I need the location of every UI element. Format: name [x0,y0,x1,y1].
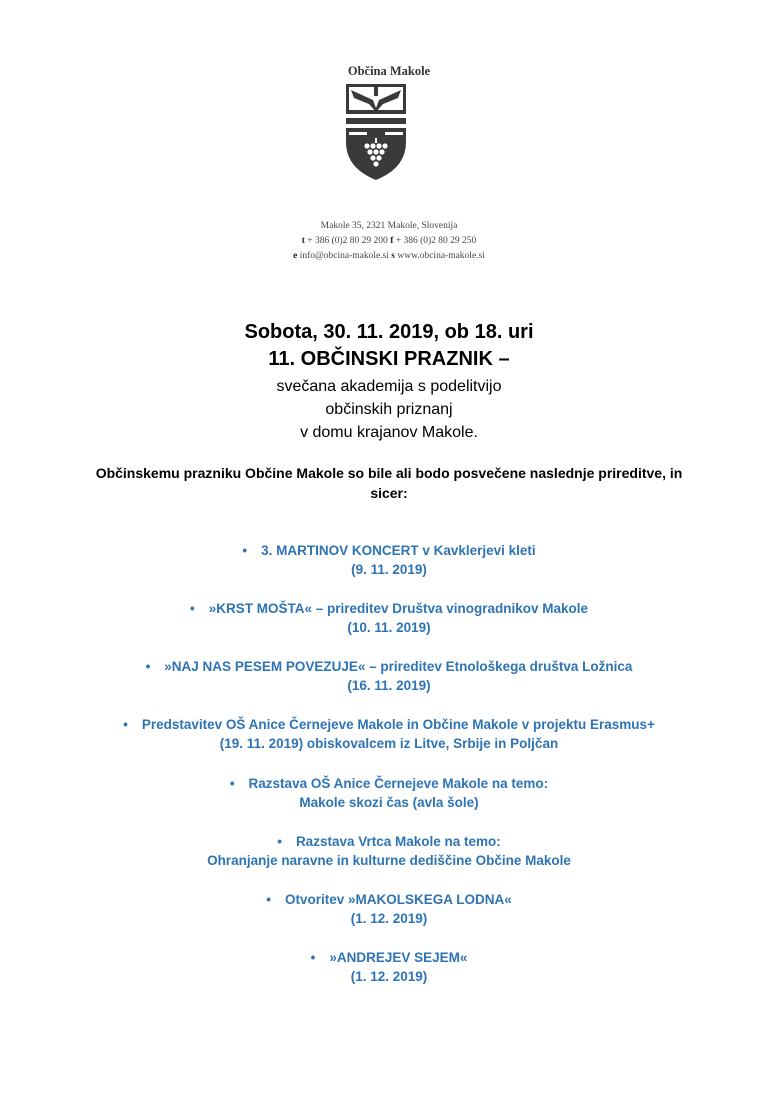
coat-of-arms-icon [343,80,409,181]
event-date: (16. 11. 2019) [347,678,431,693]
bullet-icon: • [310,950,316,965]
event-name: 3. MARTINOV KONCERT v Kavklerjevi kleti [261,543,536,558]
intro-paragraph: Občinskemu prazniku Občine Makole so bile ali bodo posvečene naslednje prireditve, in sicer: [95,465,683,501]
bullet-icon: • [229,776,235,791]
event-name: Razstava OŠ Anice Černejeve Makole na temo: [248,776,549,791]
bullet-icon: • [189,601,195,616]
event-name: Otvoritev »MAKOLSKEGA LODNA« [284,892,512,907]
list-item [0,715,778,753]
event-name: Predstavitev OŠ Anice Černejeve Makole in Občine Makole v projektu Erasmus+ [141,717,655,732]
phone-fax-line [0,236,778,246]
event-name: »NAJ NAS PESEM POVEZUJE« – prireditev Etnološkega društva Ložnica [164,659,633,674]
subtitle-line: v domu krajanov Makole. [300,424,478,441]
list-item [0,948,778,986]
email-link[interactable]: info@obcina-makole.si [299,251,389,261]
event-name: »KRST MOŠTA« – prireditev Društva vinogradnikov Makole [208,601,589,616]
web-label: s [391,251,395,261]
event-name: Razstava Vrtca Makole na temo: [295,834,501,849]
fax-number: + 386 (0)2 80 29 250 [395,236,477,246]
event-detail: Makole skozi čas (avla šole) [299,795,479,810]
email-label: e [293,251,298,261]
event-date: (19. 11. 2019) obiskovalcem iz Litve, Srbije in Poljčan [219,736,559,751]
event-name: »ANDREJEV SEJEM« [329,950,468,965]
list-item [0,832,778,870]
subtitle-line: občinskih priznanj [325,401,453,418]
list-item [0,599,778,637]
bullet-icon: • [123,717,128,732]
event-date: (10. 11. 2019) [347,620,431,635]
event-title-heading: 11. OBČINSKI PRAZNIK – [268,348,510,370]
list-item [0,774,778,812]
phone-label: t [301,236,305,246]
bullet-icon: • [145,659,151,674]
event-date: (1. 12. 2019) [350,969,428,984]
event-detail: Ohranjanje naravne in kulturne dediščine Občine Makole [207,853,571,868]
phone-number: + 386 (0)2 80 29 200 [307,236,388,246]
list-item [0,541,778,579]
list-item [0,657,778,695]
subtitle-line: svečana akademija s podelitvijo [276,378,502,395]
bullet-icon: • [242,543,248,558]
list-item [0,890,778,928]
event-date: (9. 11. 2019) [351,562,427,577]
bullet-icon: • [277,834,282,849]
event-date: (1. 12. 2019) [350,911,428,926]
address-line: Makole 35, 2321 Makole, Slovenija [320,221,458,231]
event-date-heading: Sobota, 30. 11. 2019, ob 18. uri [244,321,534,343]
fax-label: f [390,236,394,246]
bullet-icon: • [266,892,271,907]
email-web-line [0,251,778,261]
web-link[interactable]: www.obcina-makole.si [397,251,485,261]
municipality-name: Občina Makole [347,64,431,78]
